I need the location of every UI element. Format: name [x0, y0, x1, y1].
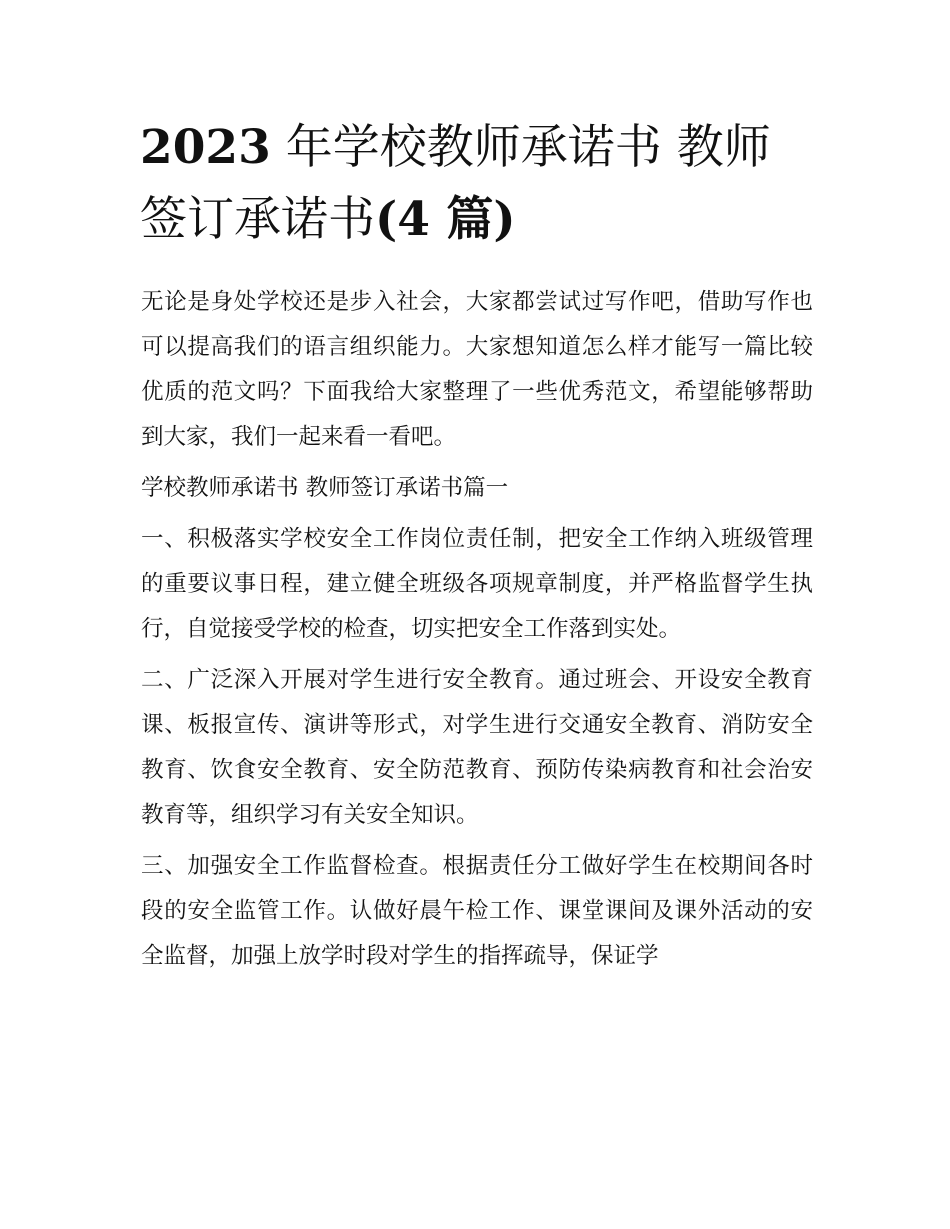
title-year: 2023	[140, 120, 271, 175]
title-line2-tail: 篇)	[429, 192, 516, 247]
document-title	[140, 112, 830, 256]
paragraph-item-3: 三、加强安全工作监督检查。根据责任分工做好学生在校期间各时段的安全监管工作。认做好晨午检工作、课堂课间及课外活动的安全监督，加强上放学时段对学生的指挥疏导，保证学	[141, 853, 813, 969]
title-count: (4	[375, 192, 430, 247]
intro-paragraph: 无论是身处学校还是步入社会，大家都尝试过写作吧，借助写作也可以提高我们的语言组织能力。大家想知道怎么样才能写一篇比较优质的范文吗？下面我给大家整理了一些优秀范文，希望能够帮助到大家，我们一起来看一看吧。	[141, 289, 813, 450]
paragraph-item-1: 一、积极落实学校安全工作岗位责任制，把安全工作纳入班级管理的重要议事日程，建立健全班级各项规章制度，并严格监督学生执行，自觉接受学校的检查，切实把安全工作落到实处。	[141, 526, 813, 642]
document-body	[141, 280, 813, 985]
paragraph-item-2: 二、广泛深入开展对学生进行安全教育。通过班会、开设安全教育课、板报宣传、演讲等形式，对学生进行交通安全教育、消防安全教育、饮食安全教育、安全防范教育、预防传染病教育和社会治安教育等，组织学习有关安全知识。	[141, 667, 813, 828]
title-line1-text: 年学校教师承诺书 教师	[270, 120, 771, 175]
section-heading: 学校教师承诺书 教师签订承诺书篇一	[141, 475, 509, 501]
title-line2-text: 签订承诺书	[140, 192, 375, 247]
